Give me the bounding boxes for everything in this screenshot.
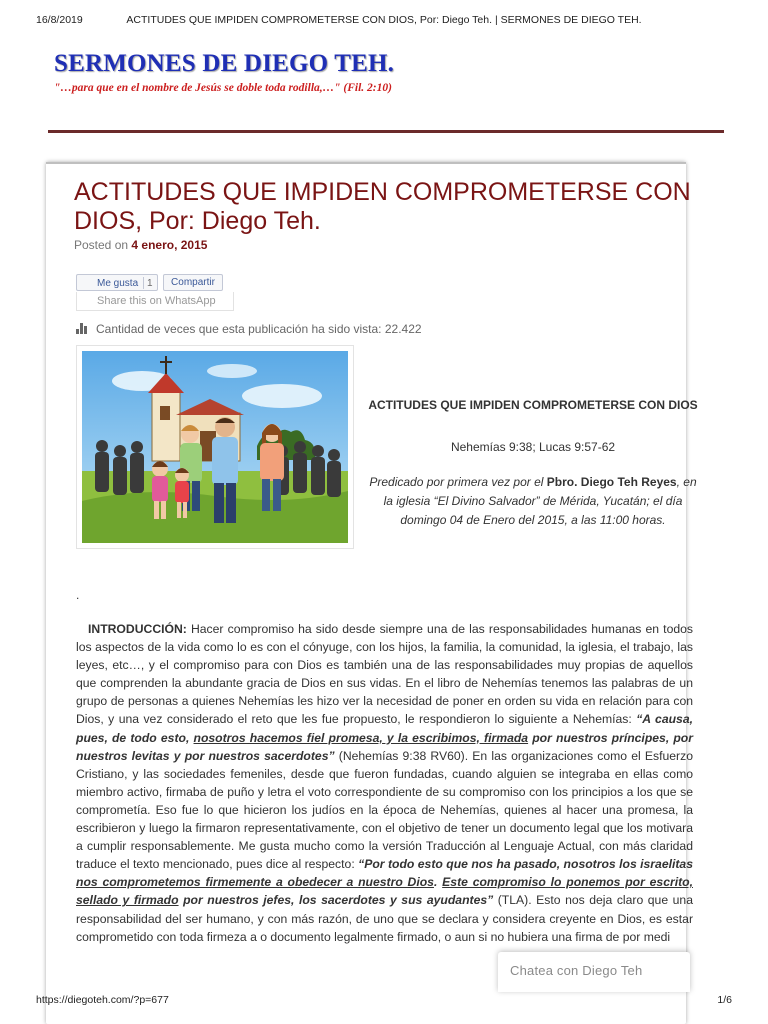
view-counter-text: Cantidad de veces que esta publicación ha sido vista: 22.422 xyxy=(96,322,422,336)
bar-chart-icon xyxy=(76,323,88,334)
quote-2-start: “Por todo esto que nos ha pasado, nosotros los israelitas xyxy=(358,857,693,872)
facebook-like-button[interactable] xyxy=(76,274,158,291)
sermon-references: Nehemías 9:38; Lucas 9:57-62 xyxy=(450,440,616,454)
sermon-preached-note xyxy=(368,473,698,530)
post-date-link[interactable]: 4 enero, 2015 xyxy=(131,238,208,252)
sermon-info xyxy=(368,396,698,530)
site-tagline: "…para que en el nombre de Jesús se doble toda rodilla,…" (Fil. 2:10) xyxy=(54,82,392,94)
quote-2-end: por nuestros jefes, los sacerdotes y sus ayudantes” xyxy=(178,893,494,908)
like-divider xyxy=(143,277,144,289)
quote-1-underlined: nosotros hacemos fiel promesa, y la escribimos, firmada xyxy=(193,730,529,745)
body-text-2: (Nehemías 9:38 RV60). En las organizaciones como el Esfuerzo Cristiano, y las sociedades femeniles, desde que fueron fundadas, cuando alguien se integraba en ellas como miembro activo, firmaba de puño y letra el voto correspondiente de su compromiso con los principios a los que se comprometía. Eso fue lo que hicieron los judíos en la época de Nehemías, quienes al hacer una promesa, la escribieron y luego la firmaron representativamente, con el objetivo de tener un documento legal que los motivara a cumplir responsablemente. Me gusta mucho como la versión Traducción al Lenguaje Actual, con más claridad traduce el texto mencionado, pues dice al respecto: xyxy=(76,748,693,872)
preached-suffix: , en la iglesia “El Divino Salvador” de Mérida, Yucatán; el día domingo 04 de Enero del 2015, a las 11:00 horas. xyxy=(383,475,697,527)
chat-widget-button[interactable] xyxy=(498,952,690,992)
post-title[interactable]: ACTITUDES QUE IMPIDEN COMPROMETERSE CON DIOS, Por: Diego Teh. xyxy=(74,178,691,235)
chat-widget-label: Chatea con Diego Teh xyxy=(510,963,643,978)
quote-2-underlined-2: Este compromiso lo ponemos por escrito, sellado y firmado xyxy=(76,875,693,908)
body-text-3: (TLA). Esto nos deja claro que una responsabilidad del ser humano, y con más razón, de uno que se declara y considera creyente en Dios, es estar comprometido con toda firmeza a o documento legalmente firmado, o aun si no hubiera una firma de por medi xyxy=(76,893,693,944)
quote-2-mid: . xyxy=(433,875,443,890)
facebook-icon xyxy=(83,278,92,287)
view-counter xyxy=(76,322,422,336)
quote-2-underlined-1: nos comprometemos firmemente a obedecer a nuestro Dios xyxy=(76,875,434,890)
intro-heading: INTRODUCCIÓN: xyxy=(88,622,187,636)
separator-dot: . xyxy=(76,588,80,602)
print-doc-title: ACTITUDES QUE IMPIDEN COMPROMETERSE CON DIOS, Por: Diego Teh. | SERMONES DE DIEGO TEH. xyxy=(126,14,642,26)
body-text-1: Hacer compromiso ha sido desde siempre una de las responsabilidades humanas en todos los aspectos de la vida como lo es con el cónyuge, con los hijos, la familia, la comunidad, la iglesia, el trabajo, las leyes, etc…, y el compromiso para con Dios es también una de las responsabilidades muy propias de aquellos que comprenden la abundante gracia de Dios en sus vidas. En el libro de Nehemías tenemos las palabras de un grupo de personas a quienes Nehemías les hizo ver la necesidad de poner en orden su vida en relación para con Dios, y una vez considerado el reto que les fue propuesto, le respondieron lo siguiente a Nehemías: xyxy=(76,622,693,727)
print-page-number: 1/6 xyxy=(717,994,732,1006)
post-featured-image[interactable] xyxy=(76,345,354,549)
whatsapp-share-label: Share this on WhatsApp xyxy=(97,295,216,307)
sermon-heading: ACTITUDES QUE IMPIDEN COMPROMETERSE CON DIOS xyxy=(368,398,698,412)
site-title[interactable]: SERMONES DE DIEGO TEH. xyxy=(54,50,395,77)
print-header xyxy=(36,14,732,28)
posted-on-label: Posted on xyxy=(74,238,129,252)
like-label: Me gusta xyxy=(97,278,139,289)
post-meta xyxy=(74,238,207,252)
preacher-name: Pbro. Diego Teh Reyes xyxy=(546,475,677,489)
preached-prefix: Predicado por primera vez por el xyxy=(369,475,544,489)
like-count: 1 xyxy=(147,278,153,289)
header-divider xyxy=(48,130,724,133)
article-body xyxy=(76,620,693,946)
print-date: 16/8/2019 xyxy=(36,14,83,26)
facebook-share-button[interactable]: Compartir xyxy=(163,274,223,291)
whatsapp-share-button[interactable] xyxy=(76,292,234,311)
quote-1-end: por nuestros príncipes, por nuestros levitas y por nuestros sacerdotes” xyxy=(76,730,693,763)
church-family-illustration xyxy=(82,351,348,543)
print-url: https://diegoteh.com/?p=677 xyxy=(36,994,169,1006)
quote-1-start: “A causa, pues, de todo esto, xyxy=(76,712,693,745)
